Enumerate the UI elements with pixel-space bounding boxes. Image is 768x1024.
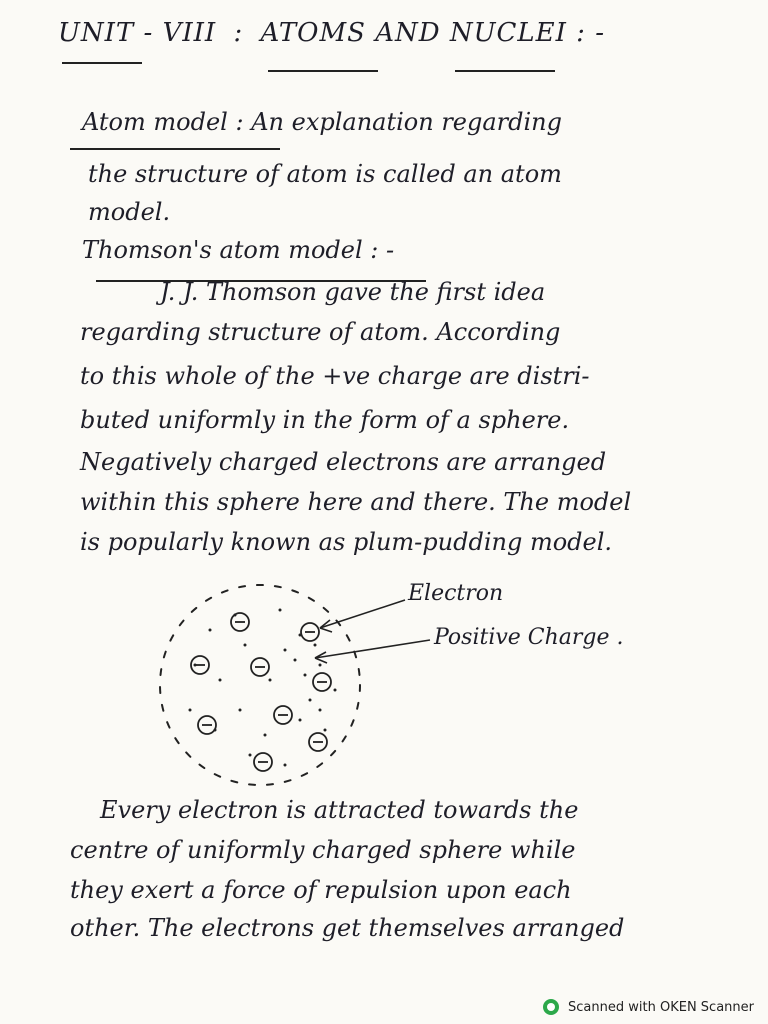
electron: [251, 658, 269, 676]
title-underline-3: [455, 70, 555, 72]
scanner-watermark: [542, 998, 754, 1016]
electron: [301, 623, 319, 641]
thomson-line-1: J. J. Thomson gave the first idea: [160, 278, 546, 306]
thomson-line-4: buted uniformly in the form of a sphere.: [80, 406, 570, 434]
thomson-line-6: within this sphere here and there. The model: [80, 488, 632, 516]
thomson-line-5: Negatively charged electrons are arranged: [80, 448, 607, 476]
closing-line-2: centre of uniformly charged sphere while: [70, 836, 576, 864]
thomson-line-3: to this whole of the +ve charge are distri-: [80, 362, 590, 390]
atom-model-line-2: the structure of atom is called an atom: [88, 160, 562, 188]
electrons: [191, 613, 331, 771]
thomson-line-7: is popularly known as plum-pudding model.: [80, 528, 613, 556]
page-title: [58, 18, 605, 48]
electron: [313, 673, 331, 691]
title-underline-2: [268, 70, 378, 72]
atom-model-term: Atom model: [82, 108, 228, 136]
scanner-logo-icon: [542, 998, 560, 1016]
electron: [274, 706, 292, 724]
atom-model-line-3: model.: [88, 198, 171, 226]
thomson-line-2: regarding structure of atom. According: [80, 318, 561, 346]
electron: [309, 733, 327, 751]
electron-label: Electron: [408, 581, 504, 606]
label-arrows: [315, 600, 430, 663]
atom-model-line-1: [82, 108, 562, 136]
closing-line-3: they exert a force of repulsion upon each: [70, 876, 572, 904]
electron: [254, 753, 272, 771]
unit-label: UNIT - VIII: [58, 18, 217, 48]
plum-pudding-diagram: [150, 570, 710, 800]
thomson-heading: Thomson's atom model : -: [82, 236, 395, 264]
scanner-text: Scanned with OKEN Scanner: [568, 999, 754, 1015]
unit-heading: ATOMS AND NUCLEI : -: [260, 18, 605, 48]
closing-line-1: Every electron is attracted towards the: [100, 796, 579, 824]
atom-model-def-1: : An explanation regarding: [235, 108, 563, 136]
electron: [231, 613, 249, 631]
closing-line-4: other. The electrons get themselves arranged: [70, 914, 625, 942]
electron: [198, 716, 216, 734]
positive-charge-label: Positive Charge .: [434, 625, 624, 650]
title-underline-1: [62, 62, 142, 64]
title-separator: :: [233, 18, 244, 48]
atom-model-underline: [70, 148, 280, 150]
